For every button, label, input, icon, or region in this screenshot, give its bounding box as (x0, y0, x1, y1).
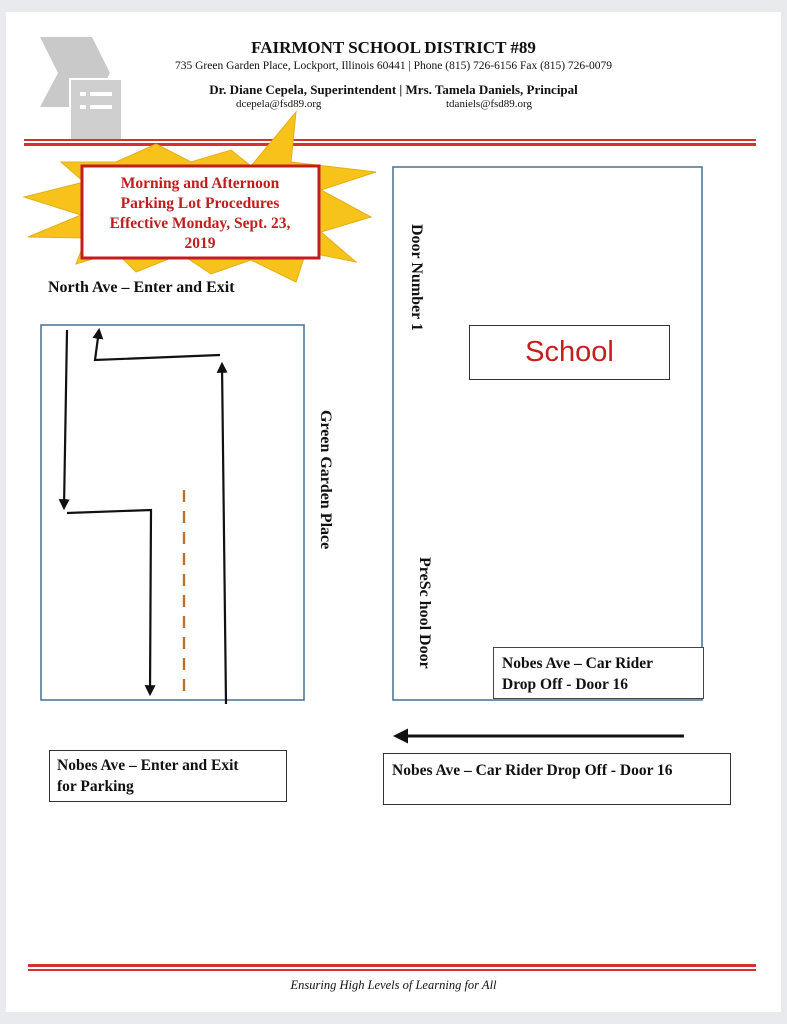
announcement-line: Morning and Afternoon (120, 175, 280, 192)
path-top-turn (95, 330, 220, 360)
superintendent-email: dcepela@fsd89.org (236, 98, 322, 110)
footer-divider (28, 964, 756, 971)
footer-tagline: Ensuring High Levels of Learning for All (290, 978, 497, 992)
parking-entrance-label: Nobes Ave – Enter and Exit for Parking (49, 750, 287, 802)
parking-map (6, 12, 781, 1012)
announcement-line: Parking Lot Procedures (120, 195, 280, 212)
district-title: FAIRMONT SCHOOL DISTRICT #89 (251, 38, 536, 57)
north-ave-label: North Ave – Enter and Exit (48, 279, 235, 296)
announcement-line: 2019 (184, 235, 216, 252)
district-address: 735 Green Garden Place, Lockport, Illinois 60441 | Phone (815) 726-6156 Fax (815) 726-0079 (175, 60, 612, 72)
path-enter (222, 364, 226, 704)
document-page (6, 12, 781, 1012)
administrators: Dr. Diane Cepela, Superintendent | Mrs. Tamela Daniels, Principal (209, 82, 578, 97)
school-outline (393, 167, 702, 700)
green-garden-label: Green Garden Place (317, 410, 334, 550)
school-label: School (469, 325, 670, 380)
preschool-door-label: PreSc hool Door (416, 557, 433, 669)
announcement-text (85, 174, 315, 254)
path-exit-lower (67, 510, 151, 694)
car-rider-door-label: Nobes Ave – Car Rider Drop Off - Door 16 (493, 647, 704, 699)
path-exit-arrow (64, 330, 67, 508)
announcement-line: Effective Monday, Sept. 23, (109, 215, 291, 232)
car-rider-dropoff-label: Nobes Ave – Car Rider Drop Off - Door 16 (383, 753, 731, 805)
principal-email: tdaniels@fsd89.org (446, 98, 533, 110)
door-number-label: Door Number 1 (408, 224, 425, 331)
